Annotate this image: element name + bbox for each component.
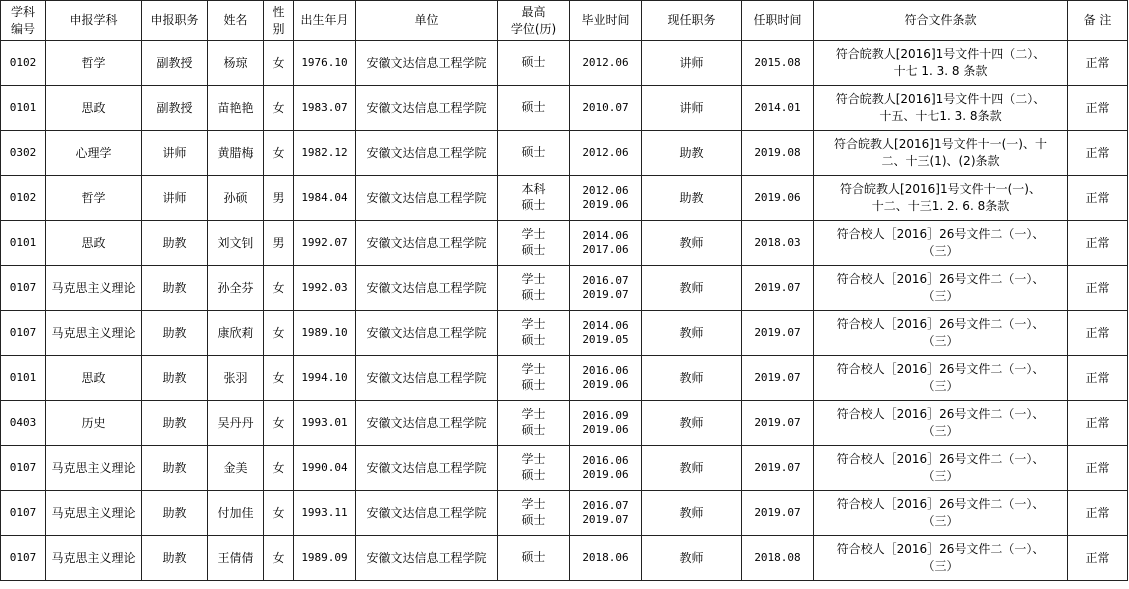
- cell-birth: 1994.10: [294, 356, 356, 401]
- cell-basis: 符合校人［2016］26号文件二（一）、 （三）: [814, 221, 1068, 266]
- header-remark: 备 注: [1068, 1, 1128, 41]
- cell-subject-code: 0107: [1, 491, 46, 536]
- cell-gender: 女: [264, 536, 294, 581]
- cell-basis: 符合校人［2016］26号文件二（一）、 （三）: [814, 311, 1068, 356]
- cell-title-applied: 助教: [142, 446, 208, 491]
- cell-basis: 符合校人［2016］26号文件二（一）、 （三）: [814, 491, 1068, 536]
- cell-basis: 符合校人［2016］26号文件二（一）、 （三）: [814, 446, 1068, 491]
- header-subject: 申报学科: [46, 1, 142, 41]
- cell-unit: 安徽文达信息工程学院: [356, 491, 498, 536]
- cell-birth: 1983.07: [294, 86, 356, 131]
- cell-title-applied: 讲师: [142, 176, 208, 221]
- cell-name: 黄腊梅: [208, 131, 264, 176]
- table-row: [1, 311, 1128, 356]
- cell-name: 王倩倩: [208, 536, 264, 581]
- cell-degree: 学士 硕士: [498, 311, 570, 356]
- cell-appointment: 2015.08: [742, 41, 814, 86]
- cell-current-title: 教师: [642, 266, 742, 311]
- cell-birth: 1992.03: [294, 266, 356, 311]
- cell-basis: 符合皖教人[2016]1号文件十一(一)、十 二、十三(1)、(2)条款: [814, 131, 1068, 176]
- cell-basis: 符合校人［2016］26号文件二（一）、 （三）: [814, 401, 1068, 446]
- cell-subject-code: 0101: [1, 356, 46, 401]
- cell-graduation: 2016.07 2019.07: [570, 266, 642, 311]
- cell-appointment: 2019.07: [742, 266, 814, 311]
- table-row: [1, 131, 1128, 176]
- cell-remark: 正常: [1068, 446, 1128, 491]
- cell-degree: 学士 硕士: [498, 356, 570, 401]
- cell-gender: 女: [264, 491, 294, 536]
- cell-birth: 1993.01: [294, 401, 356, 446]
- cell-current-title: 教师: [642, 536, 742, 581]
- cell-subject-code: 0101: [1, 221, 46, 266]
- cell-degree: 硕士: [498, 131, 570, 176]
- cell-gender: 女: [264, 266, 294, 311]
- header-basis: 符合文件条款: [814, 1, 1068, 41]
- cell-subject-code: 0107: [1, 446, 46, 491]
- table-row: [1, 356, 1128, 401]
- cell-birth: 1992.07: [294, 221, 356, 266]
- cell-remark: 正常: [1068, 311, 1128, 356]
- cell-name: 付加佳: [208, 491, 264, 536]
- cell-subject: 马克思主义理论: [46, 446, 142, 491]
- cell-graduation: 2010.07: [570, 86, 642, 131]
- header-unit: 单位: [356, 1, 498, 41]
- cell-graduation: 2012.06: [570, 41, 642, 86]
- header-subject-code: 学科 编号: [1, 1, 46, 41]
- cell-birth: 1989.09: [294, 536, 356, 581]
- cell-degree: 学士 硕士: [498, 401, 570, 446]
- table-row: [1, 221, 1128, 266]
- cell-graduation: 2016.09 2019.06: [570, 401, 642, 446]
- cell-subject: 心理学: [46, 131, 142, 176]
- cell-graduation: 2012.06: [570, 131, 642, 176]
- cell-name: 苗艳艳: [208, 86, 264, 131]
- cell-subject: 马克思主义理论: [46, 311, 142, 356]
- cell-birth: 1976.10: [294, 41, 356, 86]
- cell-birth: 1989.10: [294, 311, 356, 356]
- cell-current-title: 讲师: [642, 41, 742, 86]
- cell-name: 张羽: [208, 356, 264, 401]
- cell-name: 吴丹丹: [208, 401, 264, 446]
- cell-title-applied: 助教: [142, 491, 208, 536]
- cell-subject-code: 0107: [1, 311, 46, 356]
- table-row: [1, 86, 1128, 131]
- cell-remark: 正常: [1068, 491, 1128, 536]
- table-row: [1, 446, 1128, 491]
- cell-gender: 女: [264, 131, 294, 176]
- cell-graduation: 2018.06: [570, 536, 642, 581]
- cell-subject: 马克思主义理论: [46, 491, 142, 536]
- cell-title-applied: 讲师: [142, 131, 208, 176]
- cell-degree: 学士 硕士: [498, 446, 570, 491]
- cell-graduation: 2014.06 2017.06: [570, 221, 642, 266]
- cell-subject: 思政: [46, 86, 142, 131]
- cell-appointment: 2019.06: [742, 176, 814, 221]
- cell-title-applied: 副教授: [142, 41, 208, 86]
- header-current-title: 现任职务: [642, 1, 742, 41]
- header-title-applied: 申报职务: [142, 1, 208, 41]
- cell-subject: 思政: [46, 221, 142, 266]
- cell-gender: 女: [264, 356, 294, 401]
- cell-subject: 马克思主义理论: [46, 536, 142, 581]
- cell-subject-code: 0102: [1, 176, 46, 221]
- header-row: [1, 1, 1128, 41]
- cell-gender: 男: [264, 221, 294, 266]
- cell-appointment: 2019.07: [742, 311, 814, 356]
- cell-unit: 安徽文达信息工程学院: [356, 221, 498, 266]
- header-gender: 性 别: [264, 1, 294, 41]
- cell-remark: 正常: [1068, 266, 1128, 311]
- cell-basis: 符合皖教人[2016]1号文件十四（二）、 十七 1. 3. 8 条款: [814, 41, 1068, 86]
- cell-title-applied: 助教: [142, 356, 208, 401]
- cell-subject-code: 0107: [1, 266, 46, 311]
- header-birth: 出生年月: [294, 1, 356, 41]
- cell-unit: 安徽文达信息工程学院: [356, 41, 498, 86]
- cell-graduation: 2014.06 2019.05: [570, 311, 642, 356]
- cell-remark: 正常: [1068, 221, 1128, 266]
- cell-unit: 安徽文达信息工程学院: [356, 446, 498, 491]
- cell-gender: 女: [264, 401, 294, 446]
- cell-name: 康欣莉: [208, 311, 264, 356]
- table-row: [1, 41, 1128, 86]
- cell-graduation: 2012.06 2019.06: [570, 176, 642, 221]
- cell-gender: 女: [264, 311, 294, 356]
- cell-appointment: 2019.07: [742, 491, 814, 536]
- cell-degree: 硕士: [498, 536, 570, 581]
- cell-subject: 哲学: [46, 176, 142, 221]
- cell-degree: 本科 硕士: [498, 176, 570, 221]
- cell-remark: 正常: [1068, 356, 1128, 401]
- cell-subject-code: 0107: [1, 536, 46, 581]
- cell-current-title: 教师: [642, 221, 742, 266]
- table-body: [1, 41, 1128, 581]
- cell-unit: 安徽文达信息工程学院: [356, 176, 498, 221]
- cell-current-title: 教师: [642, 311, 742, 356]
- cell-graduation: 2016.07 2019.07: [570, 491, 642, 536]
- cell-title-applied: 助教: [142, 311, 208, 356]
- cell-remark: 正常: [1068, 401, 1128, 446]
- cell-birth: 1984.04: [294, 176, 356, 221]
- cell-subject: 马克思主义理论: [46, 266, 142, 311]
- cell-basis: 符合校人［2016］26号文件二（一）、 （三）: [814, 356, 1068, 401]
- cell-name: 杨琼: [208, 41, 264, 86]
- cell-remark: 正常: [1068, 176, 1128, 221]
- cell-graduation: 2016.06 2019.06: [570, 356, 642, 401]
- cell-gender: 女: [264, 41, 294, 86]
- cell-gender: 女: [264, 446, 294, 491]
- cell-basis: 符合校人［2016］26号文件二（一）、 （三）: [814, 266, 1068, 311]
- header-appointment: 任职时间: [742, 1, 814, 41]
- cell-remark: 正常: [1068, 86, 1128, 131]
- cell-appointment: 2019.07: [742, 356, 814, 401]
- cell-degree: 硕士: [498, 41, 570, 86]
- cell-appointment: 2019.07: [742, 401, 814, 446]
- cell-remark: 正常: [1068, 536, 1128, 581]
- cell-title-applied: 助教: [142, 221, 208, 266]
- table-row: [1, 176, 1128, 221]
- cell-unit: 安徽文达信息工程学院: [356, 131, 498, 176]
- cell-basis: 符合校人［2016］26号文件二（一）、 （三）: [814, 536, 1068, 581]
- cell-current-title: 助教: [642, 131, 742, 176]
- cell-subject-code: 0102: [1, 41, 46, 86]
- cell-title-applied: 副教授: [142, 86, 208, 131]
- header-graduation: 毕业时间: [570, 1, 642, 41]
- table-row: [1, 536, 1128, 581]
- cell-appointment: 2019.07: [742, 446, 814, 491]
- cell-name: 孙全芬: [208, 266, 264, 311]
- cell-subject: 哲学: [46, 41, 142, 86]
- cell-current-title: 教师: [642, 401, 742, 446]
- cell-unit: 安徽文达信息工程学院: [356, 311, 498, 356]
- cell-subject: 历史: [46, 401, 142, 446]
- cell-graduation: 2016.06 2019.06: [570, 446, 642, 491]
- table-row: [1, 401, 1128, 446]
- cell-name: 孙硕: [208, 176, 264, 221]
- cell-appointment: 2018.03: [742, 221, 814, 266]
- cell-basis: 符合皖教人[2016]1号文件十四（二）、 十五、十七1. 3. 8条款: [814, 86, 1068, 131]
- cell-unit: 安徽文达信息工程学院: [356, 536, 498, 581]
- cell-unit: 安徽文达信息工程学院: [356, 86, 498, 131]
- cell-subject: 思政: [46, 356, 142, 401]
- cell-subject-code: 0101: [1, 86, 46, 131]
- cell-subject-code: 0302: [1, 131, 46, 176]
- cell-degree: 学士 硕士: [498, 491, 570, 536]
- cell-title-applied: 助教: [142, 536, 208, 581]
- cell-unit: 安徽文达信息工程学院: [356, 266, 498, 311]
- cell-appointment: 2019.08: [742, 131, 814, 176]
- cell-current-title: 助教: [642, 176, 742, 221]
- cell-gender: 男: [264, 176, 294, 221]
- cell-current-title: 教师: [642, 491, 742, 536]
- cell-remark: 正常: [1068, 41, 1128, 86]
- cell-subject-code: 0403: [1, 401, 46, 446]
- cell-current-title: 讲师: [642, 86, 742, 131]
- cell-degree: 硕士: [498, 86, 570, 131]
- cell-current-title: 教师: [642, 356, 742, 401]
- header-degree: 最高 学位(历): [498, 1, 570, 41]
- cell-title-applied: 助教: [142, 266, 208, 311]
- cell-degree: 学士 硕士: [498, 266, 570, 311]
- cell-basis: 符合皖教人[2016]1号文件十一(一)、 十二、十三1. 2. 6. 8条款: [814, 176, 1068, 221]
- cell-degree: 学士 硕士: [498, 221, 570, 266]
- cell-remark: 正常: [1068, 131, 1128, 176]
- cell-appointment: 2014.01: [742, 86, 814, 131]
- table-row: [1, 266, 1128, 311]
- cell-birth: 1990.04: [294, 446, 356, 491]
- cell-birth: 1982.12: [294, 131, 356, 176]
- cell-unit: 安徽文达信息工程学院: [356, 356, 498, 401]
- cell-title-applied: 助教: [142, 401, 208, 446]
- cell-gender: 女: [264, 86, 294, 131]
- cell-name: 金美: [208, 446, 264, 491]
- cell-current-title: 教师: [642, 446, 742, 491]
- cell-birth: 1993.11: [294, 491, 356, 536]
- cell-name: 刘文钊: [208, 221, 264, 266]
- cell-unit: 安徽文达信息工程学院: [356, 401, 498, 446]
- cell-appointment: 2018.08: [742, 536, 814, 581]
- table-row: [1, 491, 1128, 536]
- header-name: 姓名: [208, 1, 264, 41]
